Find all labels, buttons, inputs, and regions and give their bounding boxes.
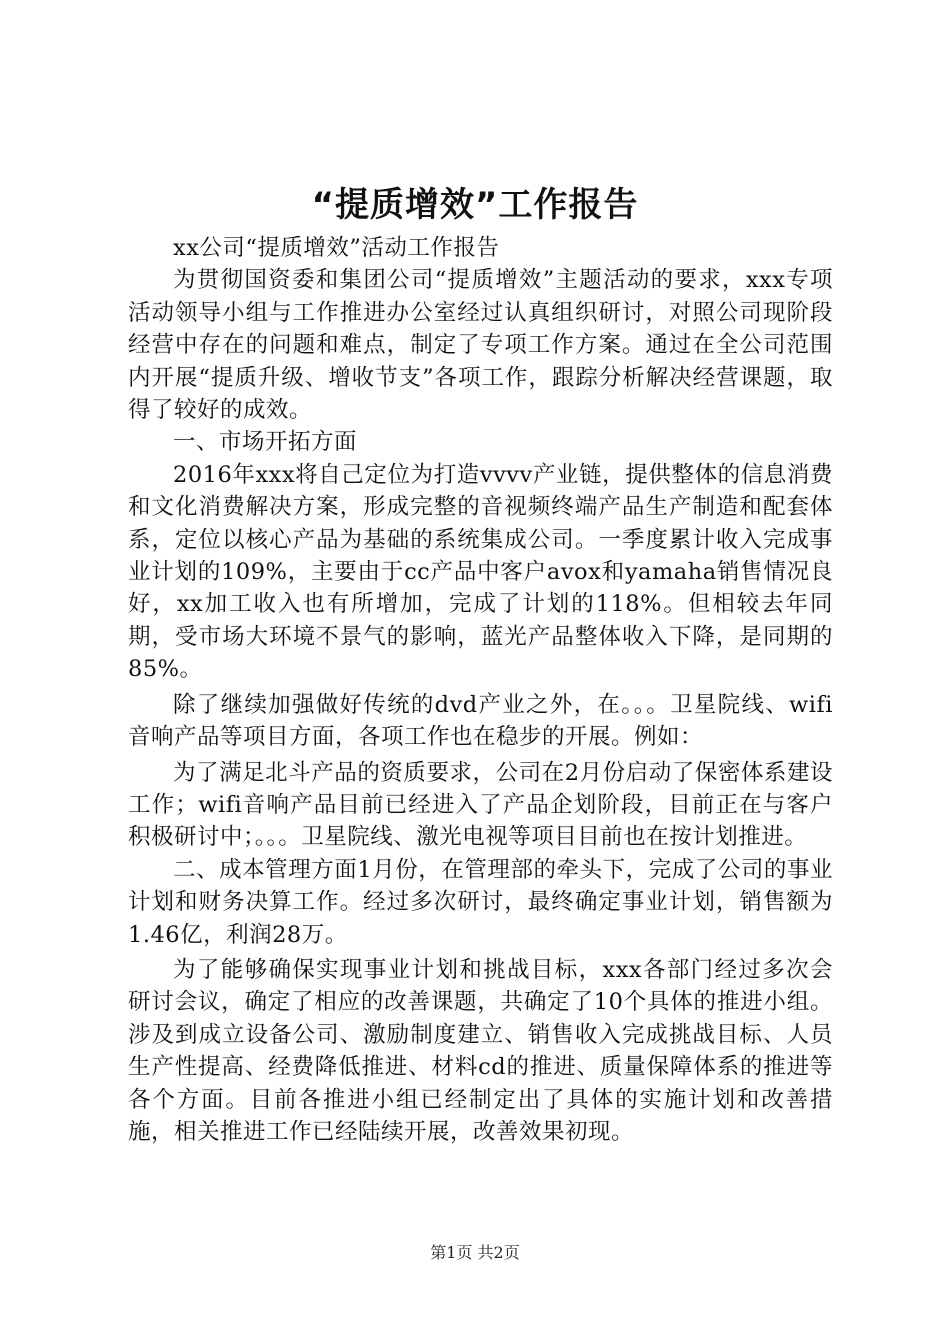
page-footer: 第1页 共2页 xyxy=(430,1243,520,1262)
section-heading-market: 一、市场开拓方面 xyxy=(173,429,358,456)
intro-paragraph: 为贯彻国资委和集团公司“提质增效”主题活动的要求，xxx专项活动领导小组与工作推进办公室经过认真组织研讨，对照公司现阶段经营中存在的问题和难点，制定了专项工作方案。通过在全公司范围内开展“提质升级、增收节支”各项工作，跟踪分析解决经营课题，取得了较好的成效。 xyxy=(128,267,833,424)
projects-paragraph: 除了继续加强做好传统的dvd产业之外，在。。。卫星院线、wifi音响产品等项目方面，各项工作也在稳步的开展。例如： xyxy=(128,691,833,751)
document-body xyxy=(128,232,833,1148)
improvement-paragraph: 为了能够确保实现事业计划和挑战目标，xxx各部门经过多次会研讨会议，确定了相应的改善课题，共确定了10个具体的推进小组。涉及到成立设备公司、激励制度建立、销售收入完成挑战目标、人员生产性提高、经费降低推进、材料cd的推进、质量保障体系的推进等各个方面。目前各推进小组已经制定出了具体的实施计划和改善措施，相关推进工作已经陆续开展，改善效果初现。 xyxy=(128,956,833,1145)
report-subtitle: xx公司“提质增效”活动工作报告 xyxy=(173,235,500,261)
cost-management-paragraph: 二、成本管理方面1月份，在管理部的牵头下，完成了公司的事业计划和财务决算工作。经过多次研讨，最终确定事业计划，销售额为1.46亿，利润28万。 xyxy=(128,856,833,948)
market-paragraph: 2016年xxx将自己定位为打造vvvv产业链，提供整体的信息消费和文化消费解决方案，形成完整的音视频终端产品生产制造和配套体系，定位以核心产品为基础的系统集成公司。一季度累计收入完成事业计划的109%，主要由于cc产品中客户avox和yamaha销售情况良好，xx加工收入也有所增加，完成了计划的118%。但相较去年同期，受市场大环境不景气的影响，蓝光产品整体收入下降，是同期的85%。 xyxy=(128,461,833,683)
document-title: “提质增效”工作报告 xyxy=(311,185,639,225)
beidou-paragraph: 为了满足北斗产品的资质要求，公司在2月份启动了保密体系建设工作；wifi音响产品目前已经进入了产品企划阶段，目前正在与客户积极研讨中；。。。卫星院线、激光电视等项目目前也在按计划推进。 xyxy=(128,759,833,851)
